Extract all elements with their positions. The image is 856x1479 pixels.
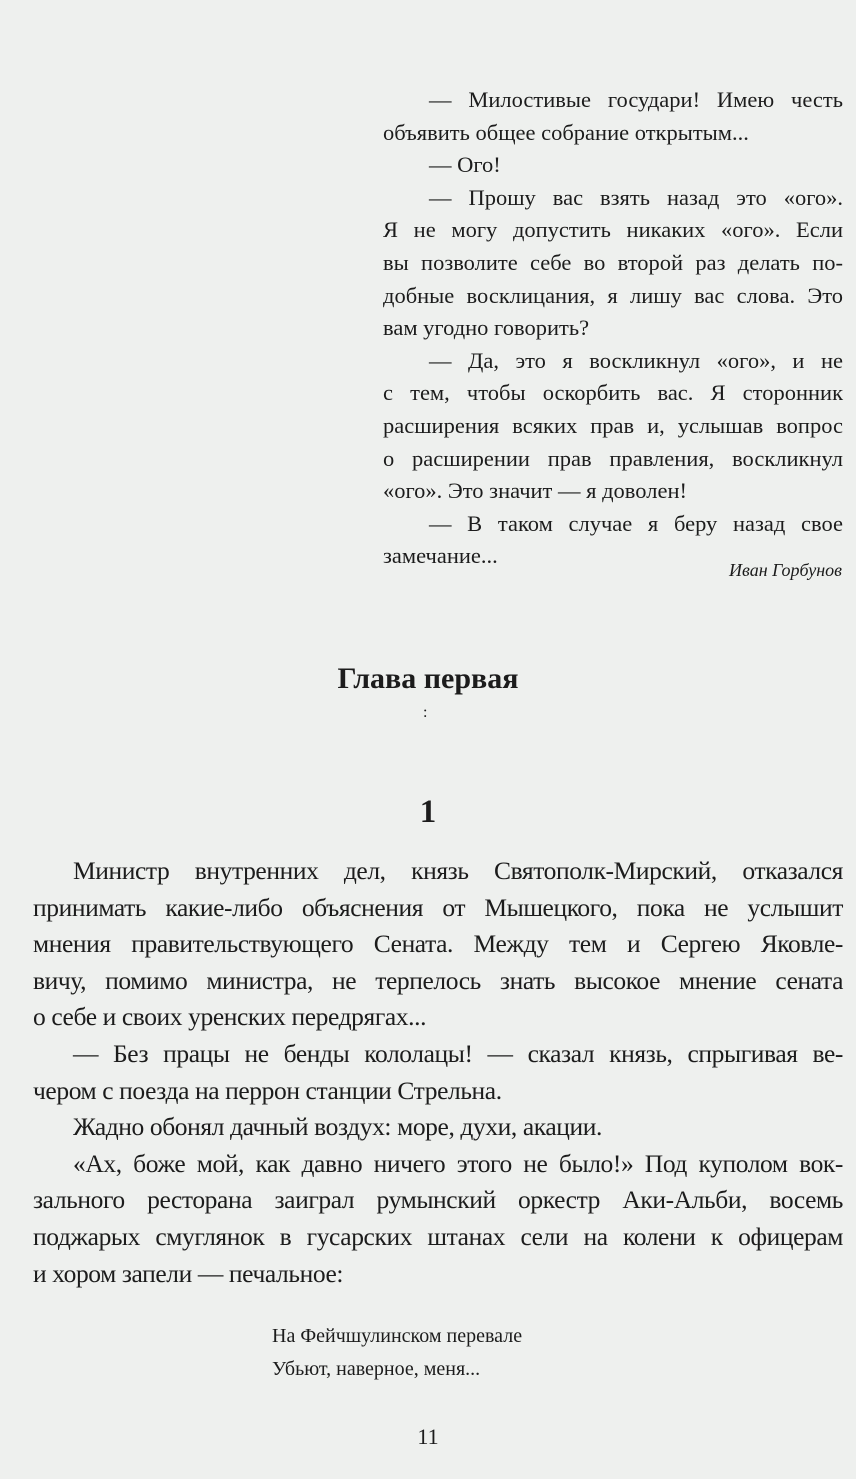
epigraph-line: Я не могу допустить никаких «ого». Если — [383, 217, 843, 243]
epigraph-line: «ого». Это значит — я доволен! — [383, 478, 687, 504]
epigraph-line: — Да, это я воскликнул «ого», и не — [429, 347, 843, 373]
poem-line: Убьют, наверное, меня... — [272, 1358, 481, 1380]
epigraph-line: — Ого! — [429, 152, 501, 178]
body-line: Жадно обонял дачный воздух: море, духи, акации. — [73, 1112, 603, 1142]
epigraph-line: о расширении прав правления, воскликнул — [383, 445, 843, 471]
body-line: зального ресторана заиграл румынский оркестр Аки-Альби, восемь — [33, 1185, 843, 1215]
body-line: и хором запели — печальное: — [33, 1258, 344, 1288]
poem — [272, 1320, 522, 1386]
epigraph-line: добные восклицания, я лишу вас слова. Это — [383, 282, 843, 308]
epigraph-line: с тем, чтобы оскорбить вас. Я сторонник — [383, 380, 843, 406]
page-number: 11 — [417, 1424, 439, 1449]
body-line: Министр внутренних дел, князь Святополк-Мирский, отказался — [73, 856, 843, 885]
section-number: 1 — [419, 794, 437, 830]
body-line: принимать какие-либо объяснения от Мышецкого, пока не услышит — [33, 892, 843, 922]
epigraph-author: Иван Горбунов — [729, 560, 842, 580]
body-line: вичу, помимо министра, не терпелось знать высокое мнение сената — [33, 965, 843, 995]
epigraph-line: — Прошу вас взять назад это «ого». — [429, 184, 843, 210]
epigraph-line: расширения всяких прав и, услышав вопрос — [383, 412, 843, 438]
chapter-title: Глава первая — [337, 662, 519, 695]
epigraph-line: вы позволите себе во второй раз делать по- — [383, 249, 843, 275]
poem-line: На Фейчшулинском перевале — [272, 1325, 523, 1347]
epigraph-line: вам угодно говорить? — [383, 315, 590, 341]
epigraph-line: — Милостивые государи! Имею честь — [429, 87, 843, 112]
epigraph-line: замечание... — [383, 543, 498, 569]
body-line: чером с поезда на перрон станции Стрельна. — [33, 1075, 502, 1105]
body-line: мнения правительствующего Сената. Между тем и Сергею Яковле- — [33, 929, 843, 959]
body-line: — Без працы не бенды кололацы! — сказал князь, спрыгивая ве- — [73, 1038, 843, 1068]
body-text — [33, 853, 843, 1292]
epigraph-line: — В таком случае я беру назад свое — [429, 510, 843, 536]
body-line: «Ах, боже мой, как давно ничего этого не было!» Под куполом вок- — [73, 1148, 843, 1178]
epigraph — [383, 84, 843, 573]
body-line: поджарых смуглянок в гусарских штанах сели на колени к офицерам — [33, 1221, 843, 1251]
body-line: о себе и своих уренских передрягах... — [33, 1002, 427, 1032]
chapter-mark: : — [423, 704, 428, 721]
epigraph-line: объявить общее собрание открытым... — [383, 119, 749, 145]
